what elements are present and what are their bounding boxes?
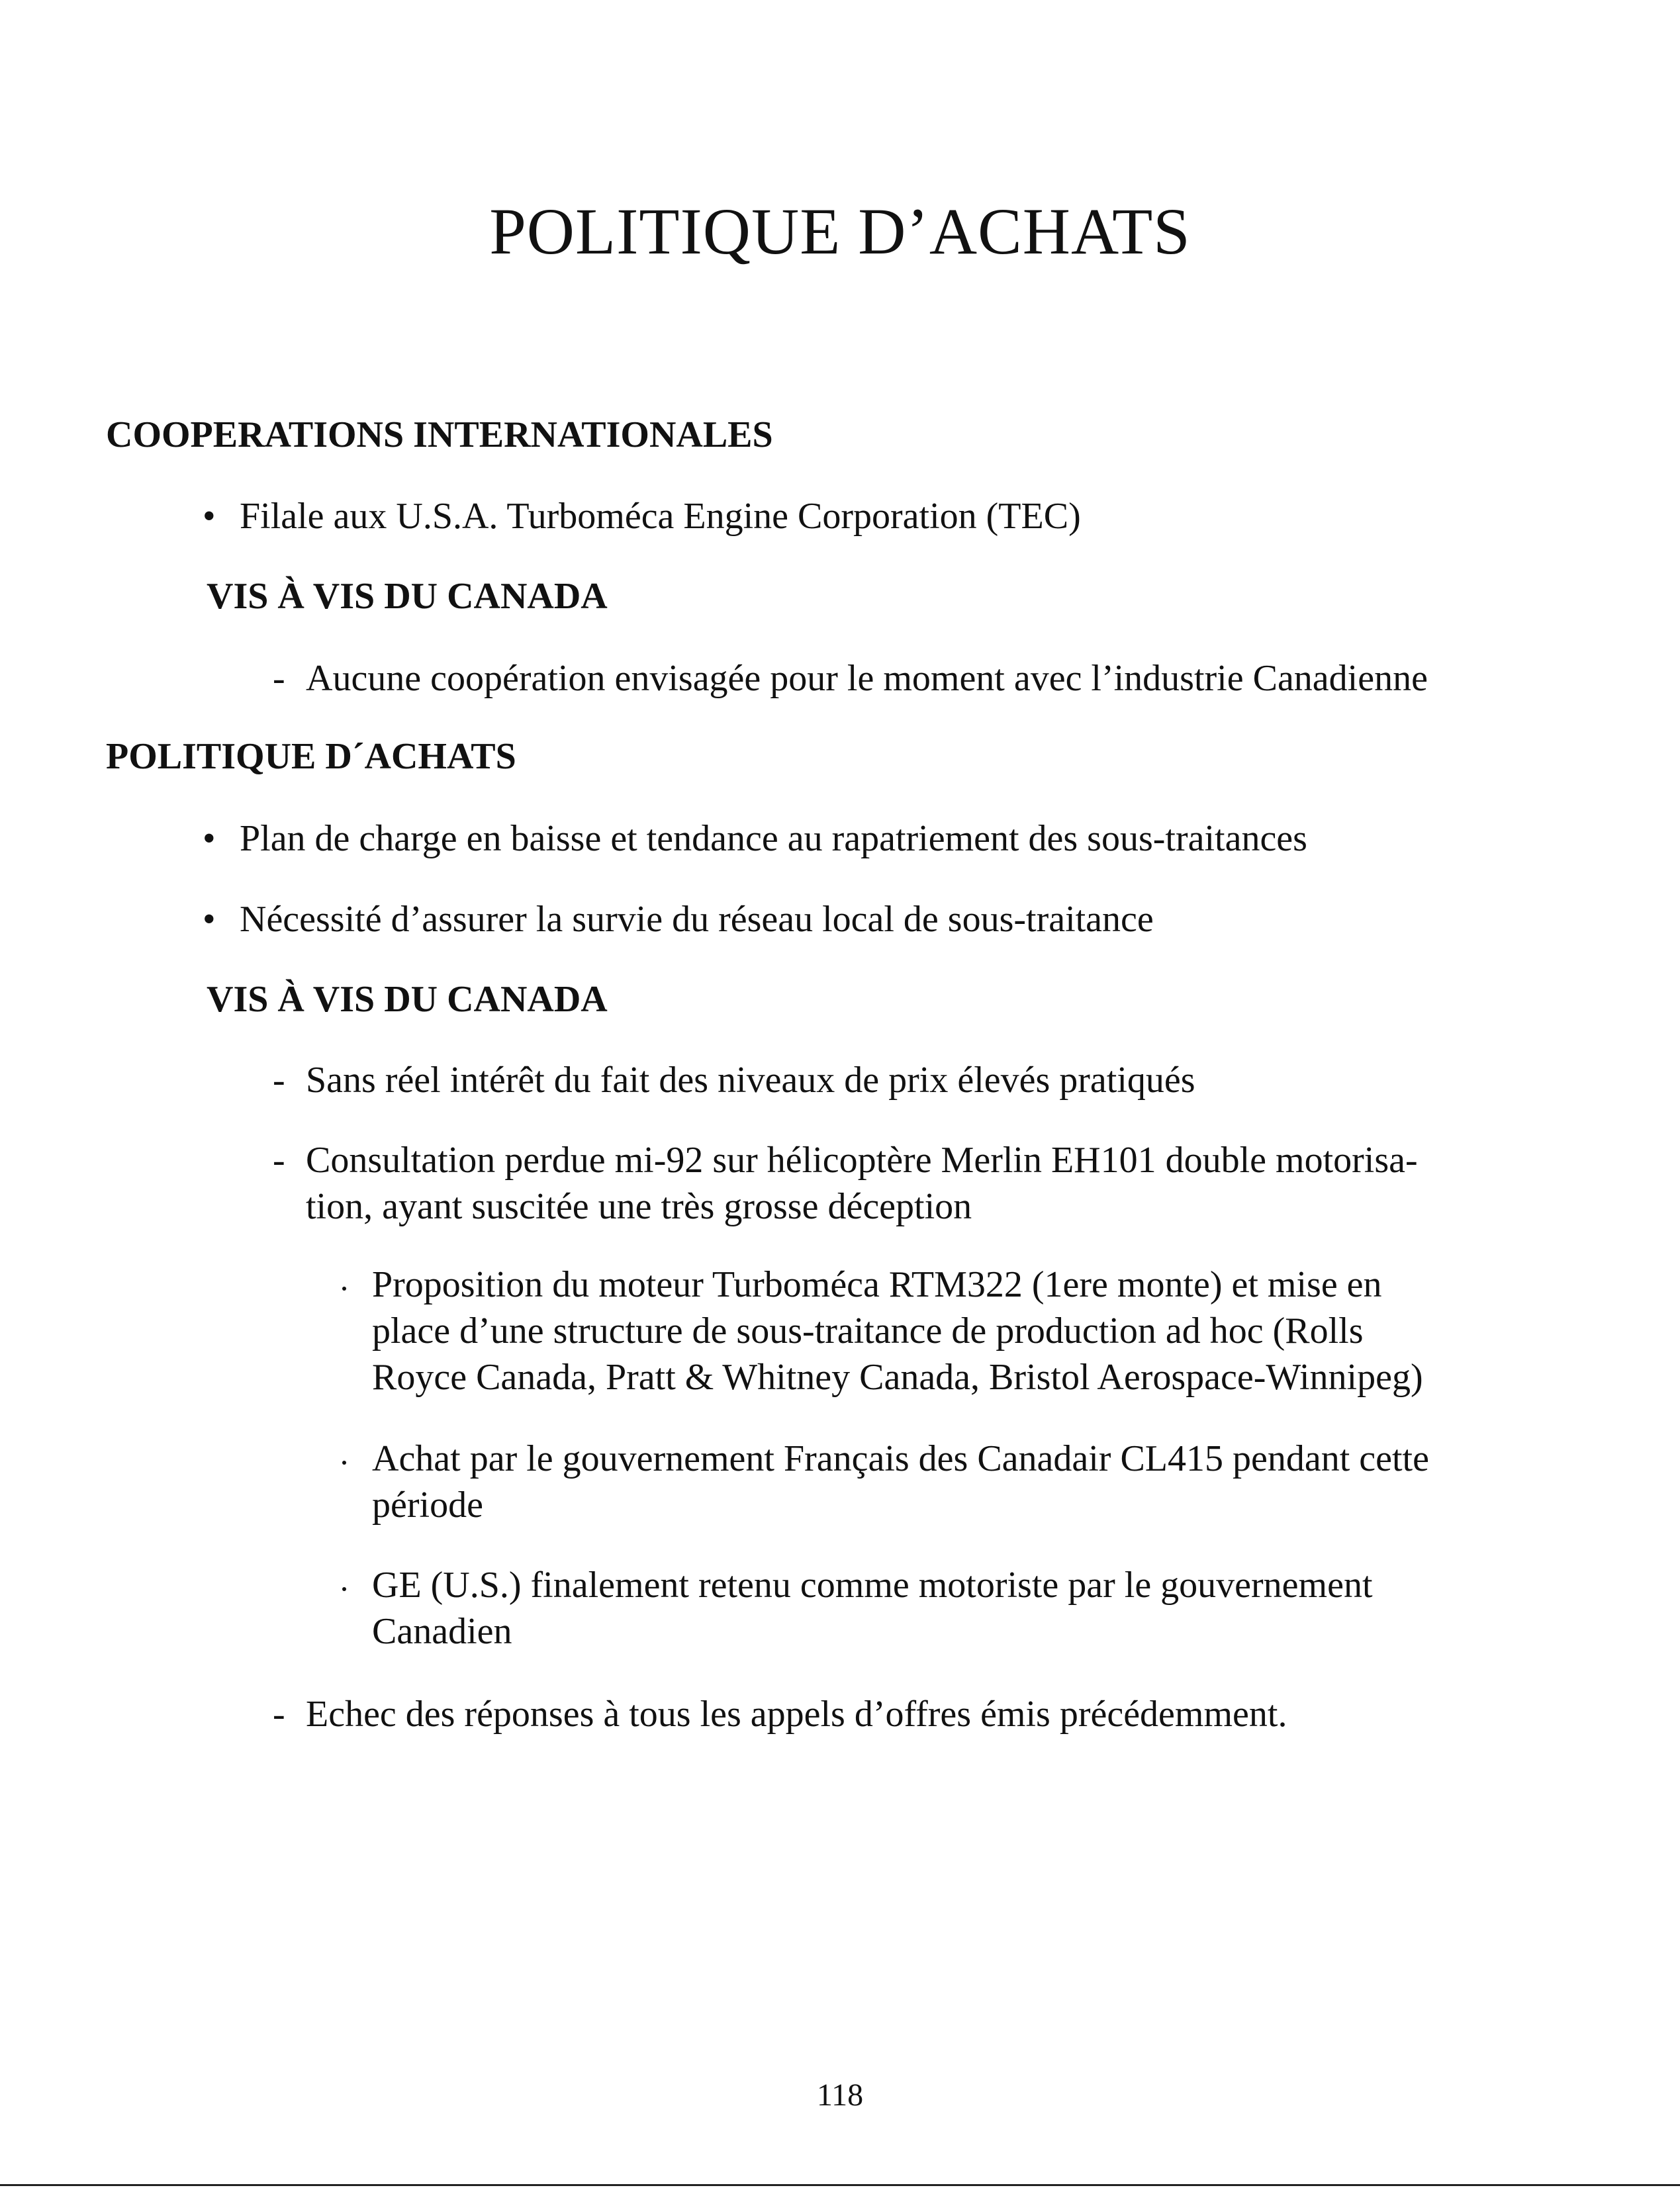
page-bottom-rule	[0, 2184, 1680, 2186]
bullet-marker: •	[203, 496, 216, 537]
small-bullet-icon	[342, 1587, 346, 1591]
small-bullet-icon	[342, 1461, 346, 1465]
bullet-marker: •	[203, 818, 216, 859]
list-item-consultation-line-2: tion, ayant suscitée une très grosse déception	[306, 1186, 972, 1227]
dash-marker: -	[273, 658, 285, 699]
sub-item-proposition-line-1: Proposition du moteur Turboméca RTM322 (1ere monte) et mise en	[372, 1264, 1382, 1305]
list-item-aucune-cooperation: Aucune coopération envisagée pour le moment avec l’industrie Canadienne	[306, 658, 1428, 699]
sub-item-achat-line-1: Achat par le gouvernement Français des Canadair CL415 pendant cette	[372, 1438, 1429, 1479]
list-item-echec: Echec des réponses à tous les appels d’offres émis précédemment.	[306, 1694, 1287, 1735]
dash-marker: -	[273, 1694, 285, 1735]
sub-item-achat-line-2: période	[372, 1485, 483, 1526]
sub-heading-canada-coop: VIS À VIS DU CANADA	[207, 576, 608, 617]
small-bullet-icon	[342, 1287, 346, 1291]
list-item-consultation-line-1: Consultation perdue mi-92 sur hélicoptère Merlin EH101 double motorisa-	[306, 1140, 1418, 1181]
list-item-filiale: Filale aux U.S.A. Turboméca Engine Corporation (TEC)	[240, 496, 1081, 537]
list-item-sans-reel-interet: Sans réel intérêt du fait des niveaux de prix élevés pratiqués	[306, 1060, 1195, 1101]
sub-item-proposition-line-3: Royce Canada, Pratt & Whitney Canada, Bristol Aerospace-Winnipeg)	[372, 1357, 1423, 1398]
section-heading-politique-achats: POLITIQUE D´ACHATS	[106, 736, 516, 777]
list-item-plan-de-charge: Plan de charge en baisse et tendance au rapatriement des sous-traitances	[240, 818, 1307, 859]
sub-item-proposition-line-2: place d’une structure de sous-traitance de production ad hoc (Rolls	[372, 1310, 1364, 1351]
section-heading-cooperations: COOPERATIONS INTERNATIONALES	[106, 414, 773, 455]
page-number: 118	[816, 2078, 864, 2113]
sub-item-ge-line-2: Canadien	[372, 1611, 512, 1652]
bullet-marker: •	[203, 899, 216, 940]
sub-heading-canada-achats: VIS À VIS DU CANADA	[207, 979, 608, 1020]
list-item-necessite: Nécessité d’assurer la survie du réseau local de sous-traitance	[240, 899, 1154, 940]
page-title: POLITIQUE D’ACHATS	[489, 195, 1191, 268]
sub-item-ge-line-1: GE (U.S.) finalement retenu comme motoriste par le gouvernement	[372, 1565, 1373, 1606]
dash-marker: -	[273, 1060, 285, 1101]
dash-marker: -	[273, 1140, 285, 1181]
